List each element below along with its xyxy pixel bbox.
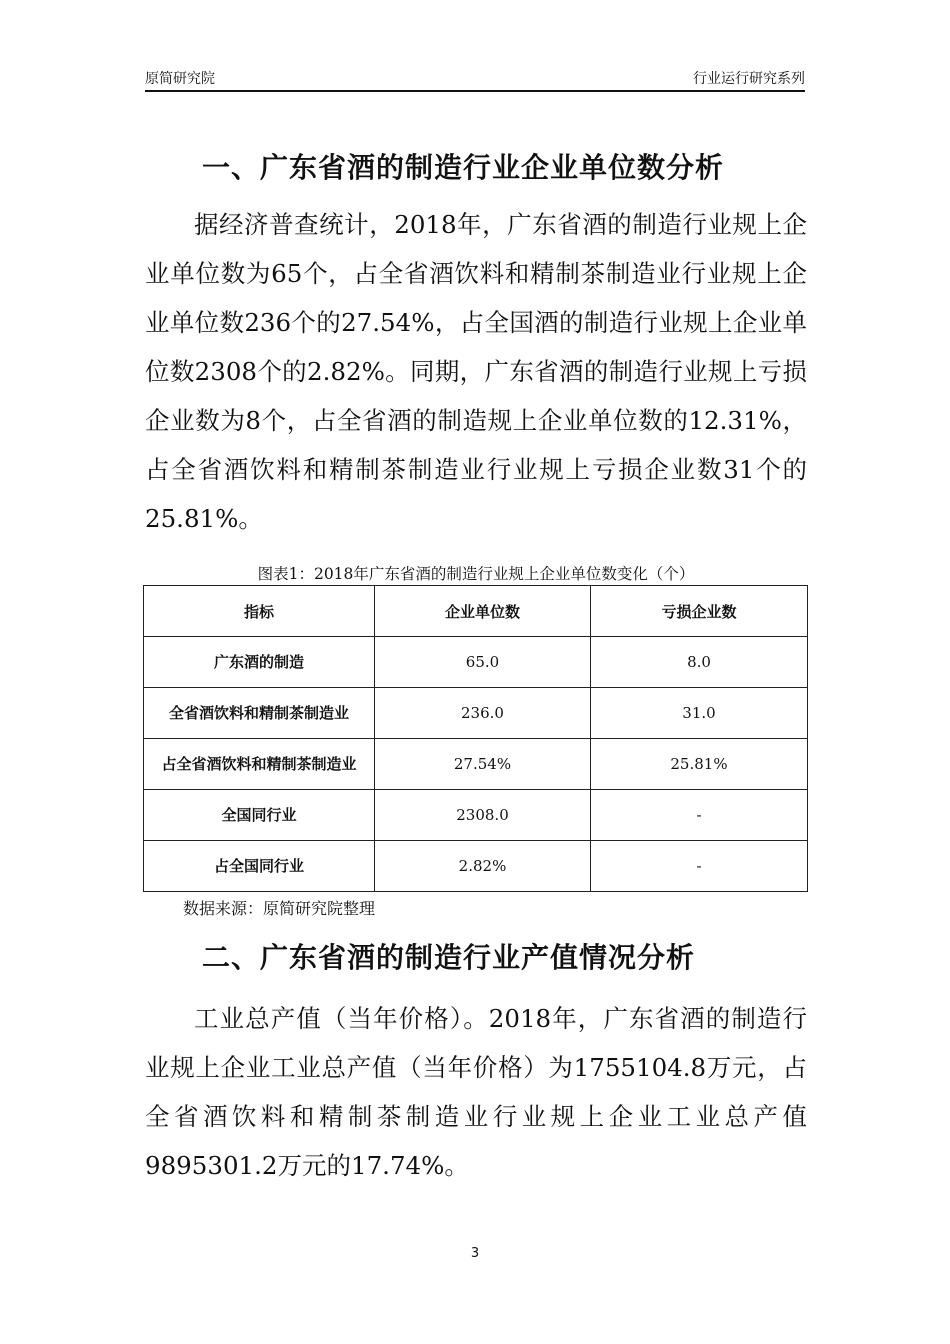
table-header-cell: 企业单位数 [375, 586, 591, 637]
table-row [144, 790, 808, 841]
table-cell: 2308.0 [375, 790, 591, 841]
page-number: 3 [470, 1246, 480, 1261]
section-1-paragraph: 据经济普查统计，2018年，广东省酒的制造行业规上企业单位数为65个，占全省酒饮料和精制茶制造业行业规上企业单位数236个的27.54%，占全国酒的制造行业规上企业单位数2308个的2.82%。同期，广东省酒的制造行业规上亏损企业数为8个，占全省酒的制造规上企业单位数的12.31%，占全省酒饮料和精制茶制造业行业规上亏损企业数31个的25.81%。 [145, 210, 807, 533]
table-row [144, 637, 808, 688]
data-table [143, 585, 808, 892]
table-cell: 31.0 [591, 688, 808, 739]
table-caption: 图表1：2018年广东省酒的制造行业规上企业单位数变化（个） [257, 565, 695, 583]
table-row [144, 841, 808, 892]
table-header-cell: 指标 [144, 586, 375, 637]
table-row-label: 广东酒的制造 [144, 637, 375, 688]
header-series-name: 行业运行研究系列 [693, 71, 805, 87]
table-cell: 25.81% [591, 739, 808, 790]
table-header-row [144, 586, 808, 637]
table-row-label: 占全国同行业 [144, 841, 375, 892]
table-cell: 2.82% [375, 841, 591, 892]
table-row-label: 全国同行业 [144, 790, 375, 841]
table-cell: 27.54% [375, 739, 591, 790]
table-row-label: 占全省酒饮料和精制茶制造业 [144, 739, 375, 790]
table-cell: 8.0 [591, 637, 808, 688]
table-cell: - [591, 841, 808, 892]
section-2-title: 二、广东省酒的制造行业产值情况分析 [202, 941, 696, 974]
table-header-cell: 亏损企业数 [591, 586, 808, 637]
header-org-name: 原简研究院 [145, 71, 215, 87]
table-row [144, 739, 808, 790]
table-cell: 65.0 [375, 637, 591, 688]
section-1-title: 一、广东省酒的制造行业企业单位数分析 [202, 151, 725, 184]
page-header [145, 66, 805, 92]
section-2-paragraph: 工业总产值（当年价格）。2018年，广东省酒的制造行业规上企业工业总产值（当年价格）为1755104.8万元，占全省酒饮料和精制茶制造业行业规上企业工业总产值9895301.2万元的17.74%。 [145, 1004, 807, 1180]
table-cell: 236.0 [375, 688, 591, 739]
table-row-label: 全省酒饮料和精制茶制造业 [144, 688, 375, 739]
data-source-note: 数据来源：原简研究院整理 [183, 899, 376, 918]
table-row [144, 688, 808, 739]
table-cell: - [591, 790, 808, 841]
